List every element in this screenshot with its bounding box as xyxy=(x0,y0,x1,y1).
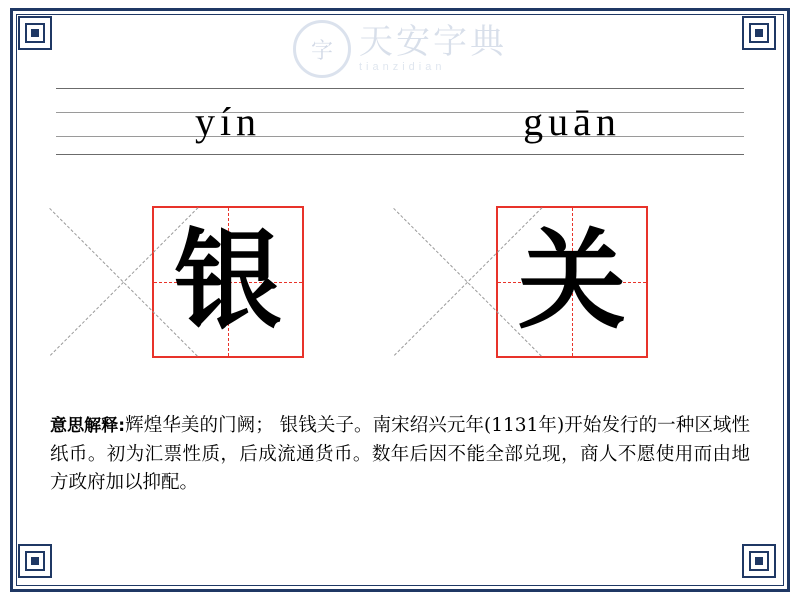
pinyin-1: yín xyxy=(194,98,262,144)
site-logo-text xyxy=(359,22,507,73)
character-cell-1 xyxy=(56,198,400,366)
character-cell-2 xyxy=(400,198,744,366)
tianzige-grid-1 xyxy=(152,206,304,358)
character-row xyxy=(56,198,744,366)
pinyin-row xyxy=(56,88,744,160)
site-title-cn: 天安字典 xyxy=(359,22,507,62)
tianzige-grid-2 xyxy=(496,206,648,358)
pinyin-2: guān xyxy=(523,98,621,144)
definition-text: 辉煌华美的门阙； 银钱关子。南宋绍兴元年(1131年)开始发行的一种区域性纸币。初为汇票性质，后成流通货币。数年后因不能全部兑现，商人不愿使用而由地方政府加以抑配。 xyxy=(50,415,750,494)
site-title-pinyin: tianzidian xyxy=(359,61,446,73)
site-logo xyxy=(0,18,800,80)
definition-label: 意思解释: xyxy=(50,416,126,436)
corner-ornament-bottom-left xyxy=(18,544,58,584)
character-glyph-1: 银 xyxy=(173,219,282,344)
definition-block xyxy=(50,412,750,498)
character-glyph-2: 关 xyxy=(517,219,626,344)
corner-ornament-bottom-right xyxy=(742,544,782,584)
seal-logo-icon: 字 xyxy=(293,20,351,78)
